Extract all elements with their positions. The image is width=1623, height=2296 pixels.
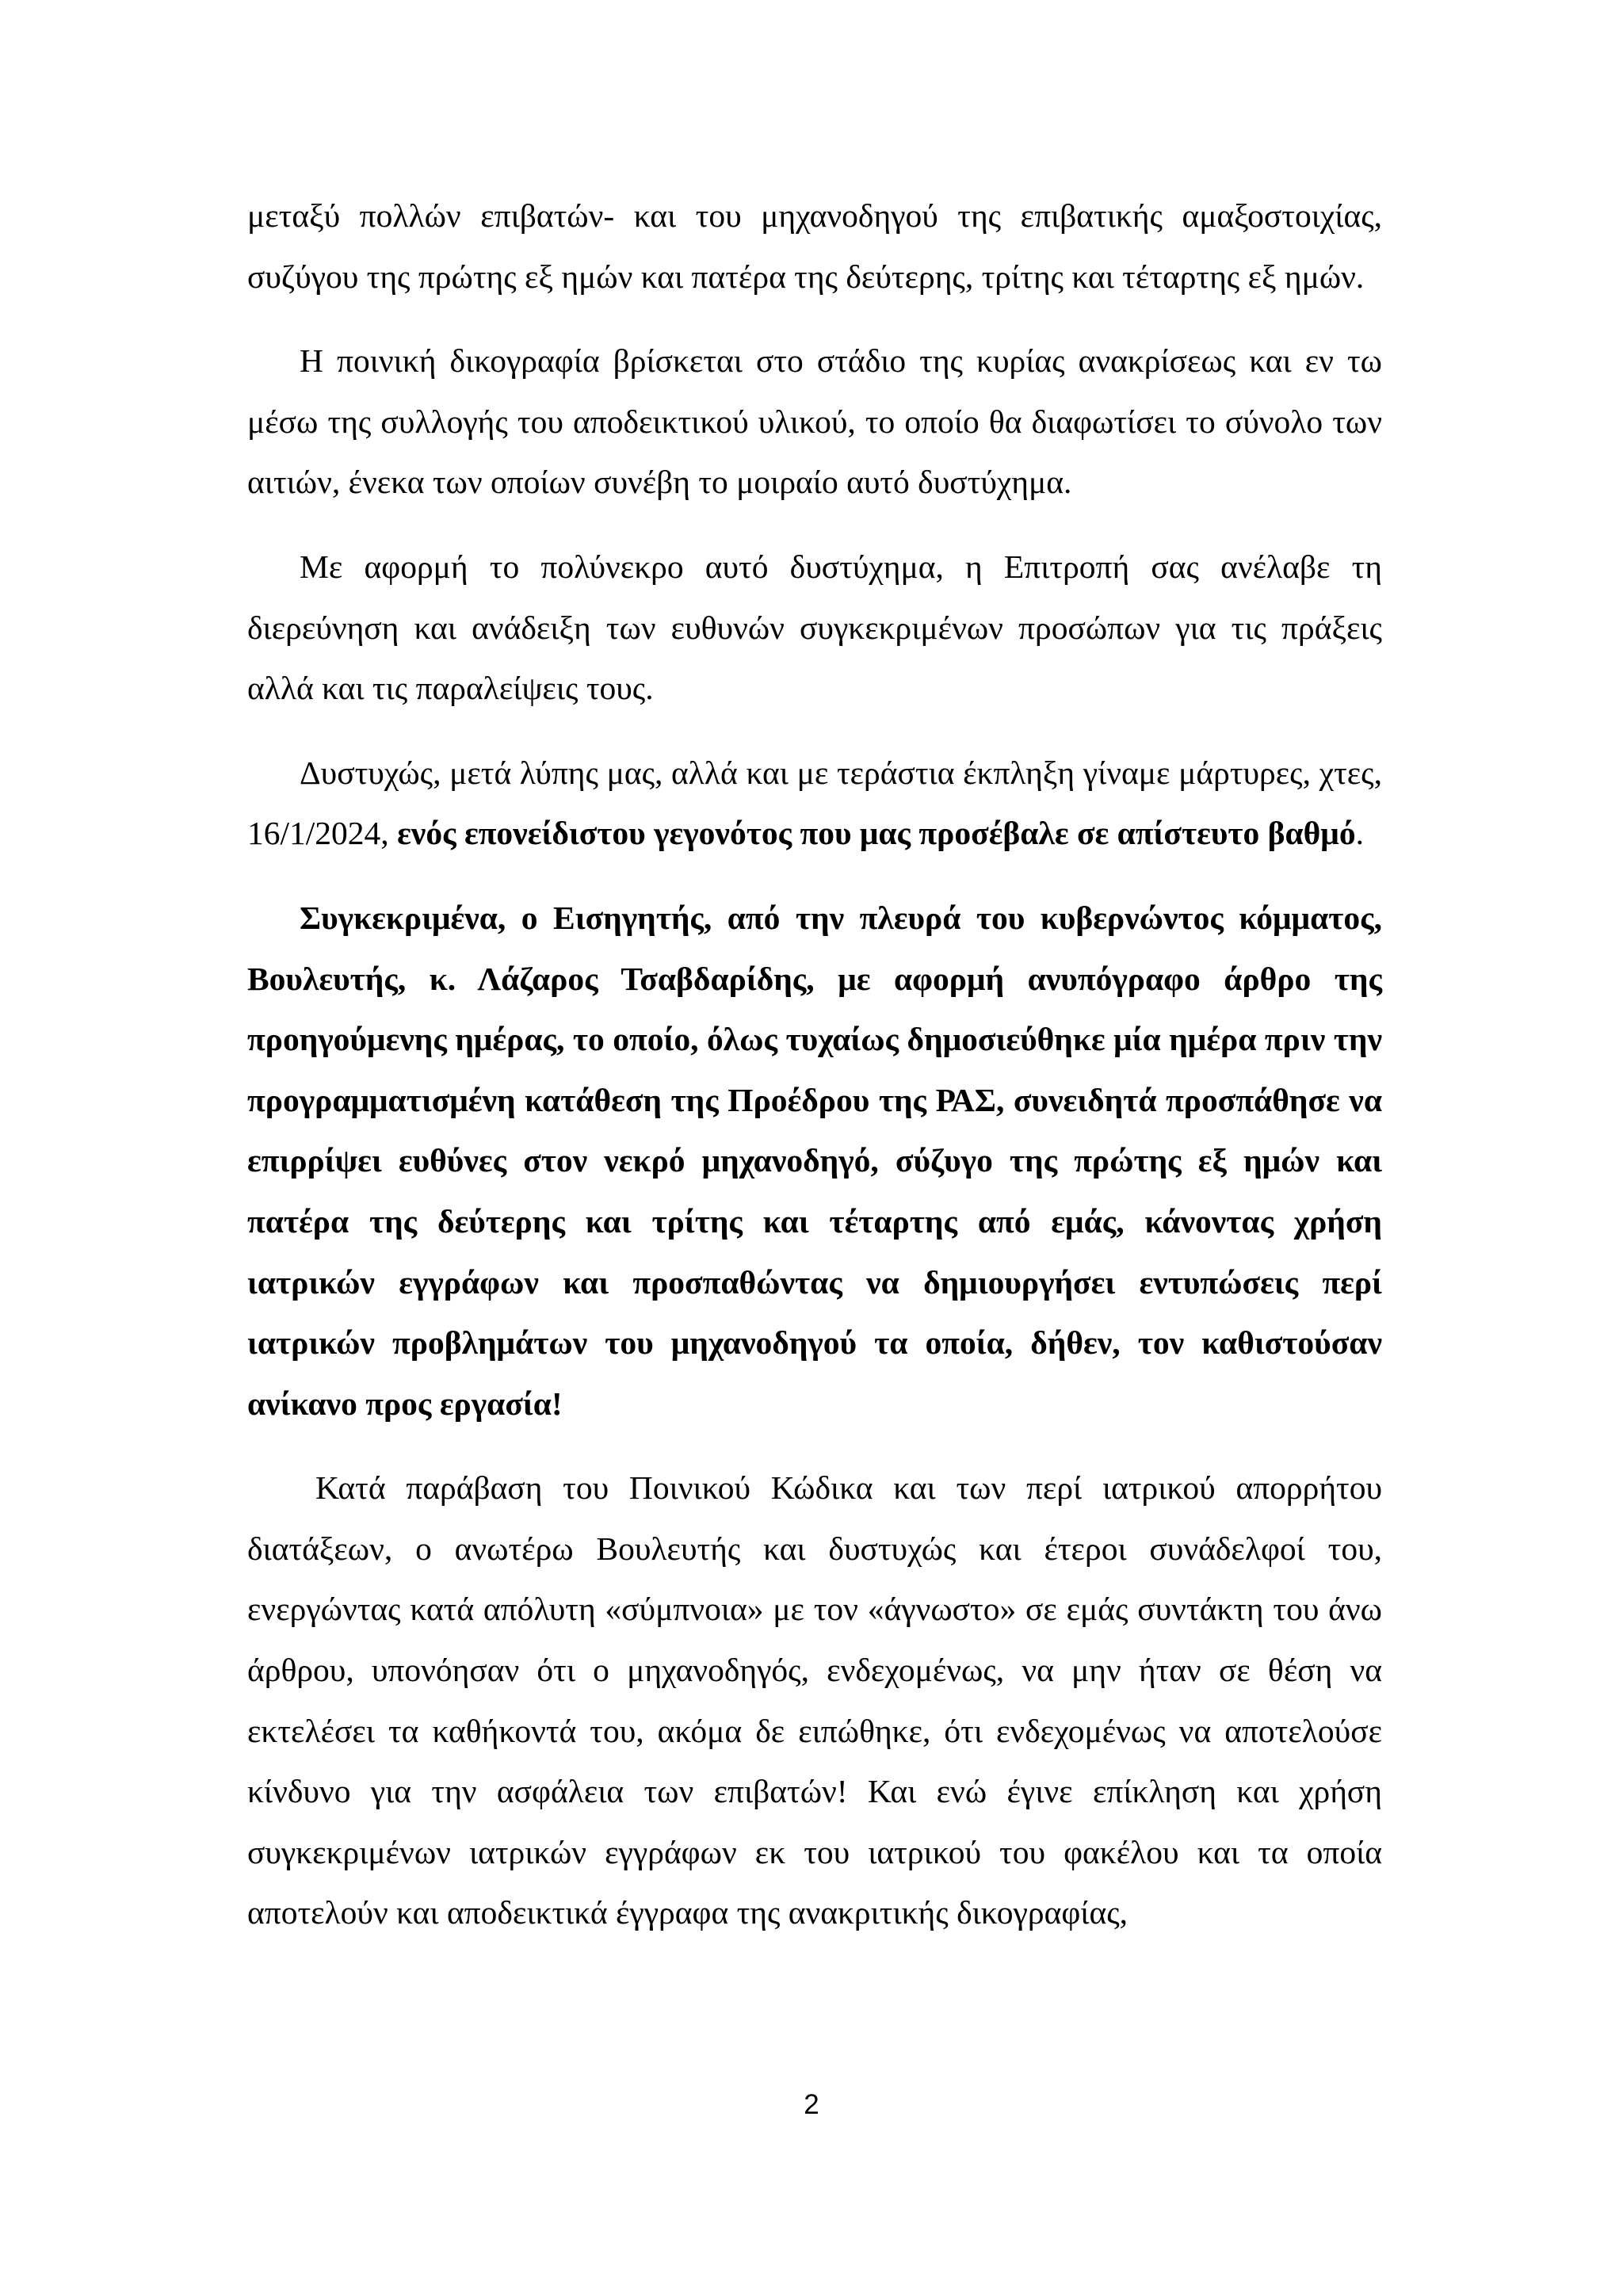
paragraph-5-text: Συγκεκριμένα, ο Εισηγητής, από την πλευρά του κυβερνώντος κόμματος, Βουλευτής, κ. Λάζαρος Τσαβδαρίδης, με αφορμή ανυπόγραφο άρθρο της προηγούμενης ημέρας, το οποίο, όλως τυχαίως δημοσιεύθηκε μία ημέρα πριν την προγραμματισμένη κατάθεση της Προέδρου της ΡΑΣ, συνειδητά προσπάθησε να επιρρίψει ευθύνες στον νεκρό μηχανοδηγό, σύζυγο της πρώτης εξ ημών και πατέρα της δεύτερης και τρίτης και τέταρτης από εμάς, κάνοντας χρήση ιατρικών εγγράφων και προσπαθώντας να δημιουργήσει εντυπώσεις περί ιατρικών προβλημάτων του μηχανοδηγού τα οποία, δήθεν, τον καθιστούσαν ανίκανο προς εργασία! [247, 899, 1382, 1422]
paragraph-4 [247, 743, 1382, 864]
paragraph-4-text-run: Δυστυχώς, μετά λύπης μας, αλλά και με τεράστια έκπληξη γίναμε μάρτυρες, χτες, 16/1/2024, [247, 754, 1382, 852]
paragraph-5 [247, 888, 1382, 1434]
page-number: 2 [804, 2089, 819, 2120]
paragraph-3-text: Με αφορμή το πολύνεκρο αυτό δυστύχημα, η Επιτροπή σας ανέλαβε τη διερεύνηση και ανάδειξη των ευθυνών συγκεκριμένων προσώπων για τις πράξεις αλλά και τις παραλείψεις τους. [247, 548, 1382, 707]
paragraph-6 [247, 1457, 1382, 1943]
paragraph-1 [247, 185, 1382, 307]
paragraph-1-text: μεταξύ πολλών επιβατών- και του μηχανοδηγού της επιβατικής αμαξοστοιχίας, συζύγου της πρώτης εξ ημών και πατέρα της δεύτερης, τρίτης και τέταρτης εξ ημών. [247, 197, 1382, 295]
paragraph-6-text: Κατά παράβαση του Ποινικού Κώδικα και των περί ιατρικού απορρήτου διατάξεων, ο ανωτέρω Βουλευτής και δυστυχώς και έτεροι συνάδελφοί του, ενεργώντας κατά απόλυτη «σύμπνοια» με τον «άγνωστο» σε εμάς συντάκτη του άνω άρθρου, υπονόησαν ότι ο μηχανοδηγός, ενδεχομένως, να μην ήταν σε θέση να εκτελέσει τα καθήκοντά του, ακόμα δε ειπώθηκε, ότι ενδεχομένως να αποτελούσε κίνδυνο για την ασφάλεια των επιβατών! Και ενώ έγινε επίκληση και χρήση συγκεκριμένων ιατρικών εγγράφων εκ του ιατρικού του φακέλου και τα οποία αποτελούν και αποδεικτικά έγγραφα της ανακριτικής δικογραφίας, [247, 1469, 1382, 1931]
paragraph-3 [247, 537, 1382, 719]
body-text [247, 185, 1382, 1967]
paragraph-4-end-run: . [1355, 815, 1364, 852]
paragraph-2 [247, 330, 1382, 513]
paragraph-2-text: Η ποινική δικογραφία βρίσκεται στο στάδιο της κυρίας ανακρίσεως και εν τω μέσω της συλλογής του αποδεικτικού υλικού, το οποίο θα διαφωτίσει το σύνολο των αιτιών, ένεκα των οποίων συνέβη το μοιραίο αυτό δυστύχημα. [247, 342, 1382, 501]
paragraph-4-bold-run: ενός επονείδιστου γεγονότος που μας προσέβαλε σε απίστευτο βαθμό [397, 815, 1356, 852]
